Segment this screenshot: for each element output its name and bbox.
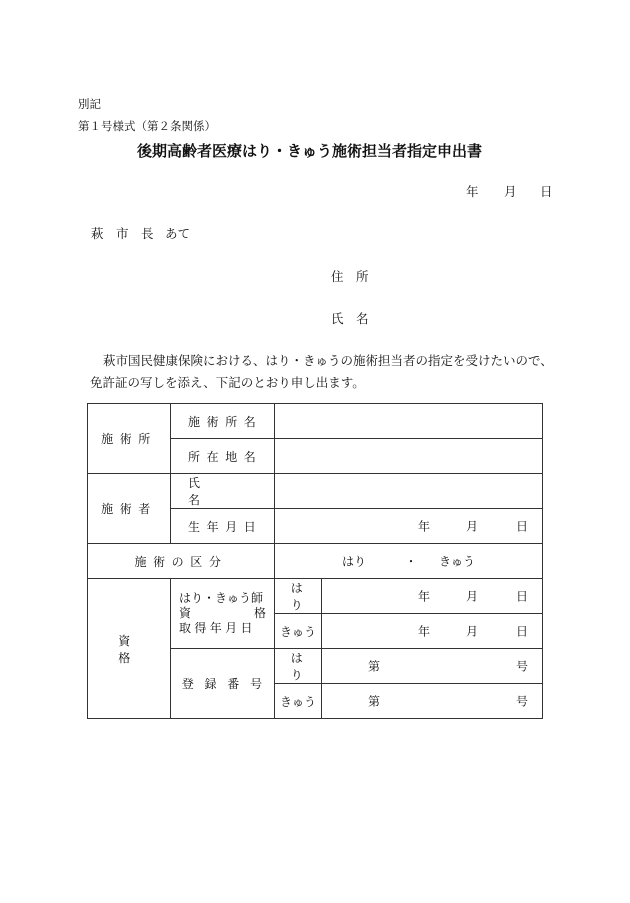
registration-hari-label: はり xyxy=(275,649,322,684)
category-kyu[interactable]: きゅう xyxy=(439,554,476,569)
clinic-name-label: 施術所名 xyxy=(171,404,275,439)
registration-hari-dai: 第 xyxy=(368,659,381,674)
birth-date-field[interactable] xyxy=(275,509,543,544)
license-date-label xyxy=(171,579,275,649)
clinic-name-field[interactable] xyxy=(275,404,543,439)
form-number: 第１号様式（第２条関係） xyxy=(78,119,216,133)
license-kyu-date-field[interactable] xyxy=(322,614,543,649)
kyu-month-unit: 月 xyxy=(466,624,479,639)
qualification-group-label: 資格 xyxy=(88,579,171,719)
page-title: 後期高齢者医療はり・きゅう施術担当者指定申出書 xyxy=(137,142,483,160)
date-day-label: 日 xyxy=(540,184,553,199)
kyu-day-unit: 日 xyxy=(516,624,529,639)
registration-kyu-dai: 第 xyxy=(368,694,381,709)
body-text-line2: 免許証の写しを添え、下記のとおり申し出ます。 xyxy=(90,375,365,390)
practitioner-name-field[interactable] xyxy=(275,474,543,509)
date-year-label: 年 xyxy=(466,184,479,199)
attachment-label: 別記 xyxy=(78,97,101,111)
registration-hari-gou: 号 xyxy=(516,659,529,674)
category-label: 施術の区分 xyxy=(88,544,275,579)
license-line1: はり・きゅう師 xyxy=(179,591,264,605)
category-dot: ・ xyxy=(405,554,418,569)
category-field[interactable] xyxy=(275,544,543,579)
registration-kyu-gou: 号 xyxy=(516,694,529,709)
body-text-line1: 萩市国民健康保険における、はり・きゅうの施術担当者の指定を受けたいので、 xyxy=(103,353,553,368)
registration-hari-field[interactable] xyxy=(322,649,543,684)
birth-month-unit: 月 xyxy=(466,519,479,534)
addressee-name: 萩 市 長 xyxy=(91,226,154,241)
birth-day-unit: 日 xyxy=(516,519,529,534)
practitioner-name-label: 氏名 xyxy=(171,474,275,509)
addressee-suffix: あて xyxy=(165,226,191,241)
category-hari[interactable]: はり xyxy=(342,554,367,569)
hari-day-unit: 日 xyxy=(516,589,529,604)
license-line2b: 格 xyxy=(253,606,266,620)
name-label: 氏 名 xyxy=(331,311,369,326)
clinic-address-label: 所在地名 xyxy=(171,439,275,474)
clinic-group-label: 施術所 xyxy=(88,404,171,474)
kyu-year-unit: 年 xyxy=(418,624,431,639)
license-kyu-label: きゅう xyxy=(275,614,322,649)
practitioner-group-label: 施術者 xyxy=(88,474,171,544)
license-line2a: 資 xyxy=(179,606,192,620)
birth-date-label: 生年月日 xyxy=(171,509,275,544)
registration-kyu-field[interactable] xyxy=(322,684,543,719)
hari-month-unit: 月 xyxy=(466,589,479,604)
birth-year-unit: 年 xyxy=(418,519,431,534)
license-line3: 取得年月日 xyxy=(179,621,256,635)
license-hari-label: はり xyxy=(275,579,322,614)
hari-year-unit: 年 xyxy=(418,589,431,604)
license-hari-date-field[interactable] xyxy=(322,579,543,614)
application-form-table xyxy=(87,403,543,719)
date-month-label: 月 xyxy=(504,184,517,199)
clinic-address-field[interactable] xyxy=(275,439,543,474)
address-label: 住 所 xyxy=(331,269,369,284)
registration-kyu-label: きゅう xyxy=(275,684,322,719)
registration-label: 登録番号 xyxy=(171,649,275,719)
